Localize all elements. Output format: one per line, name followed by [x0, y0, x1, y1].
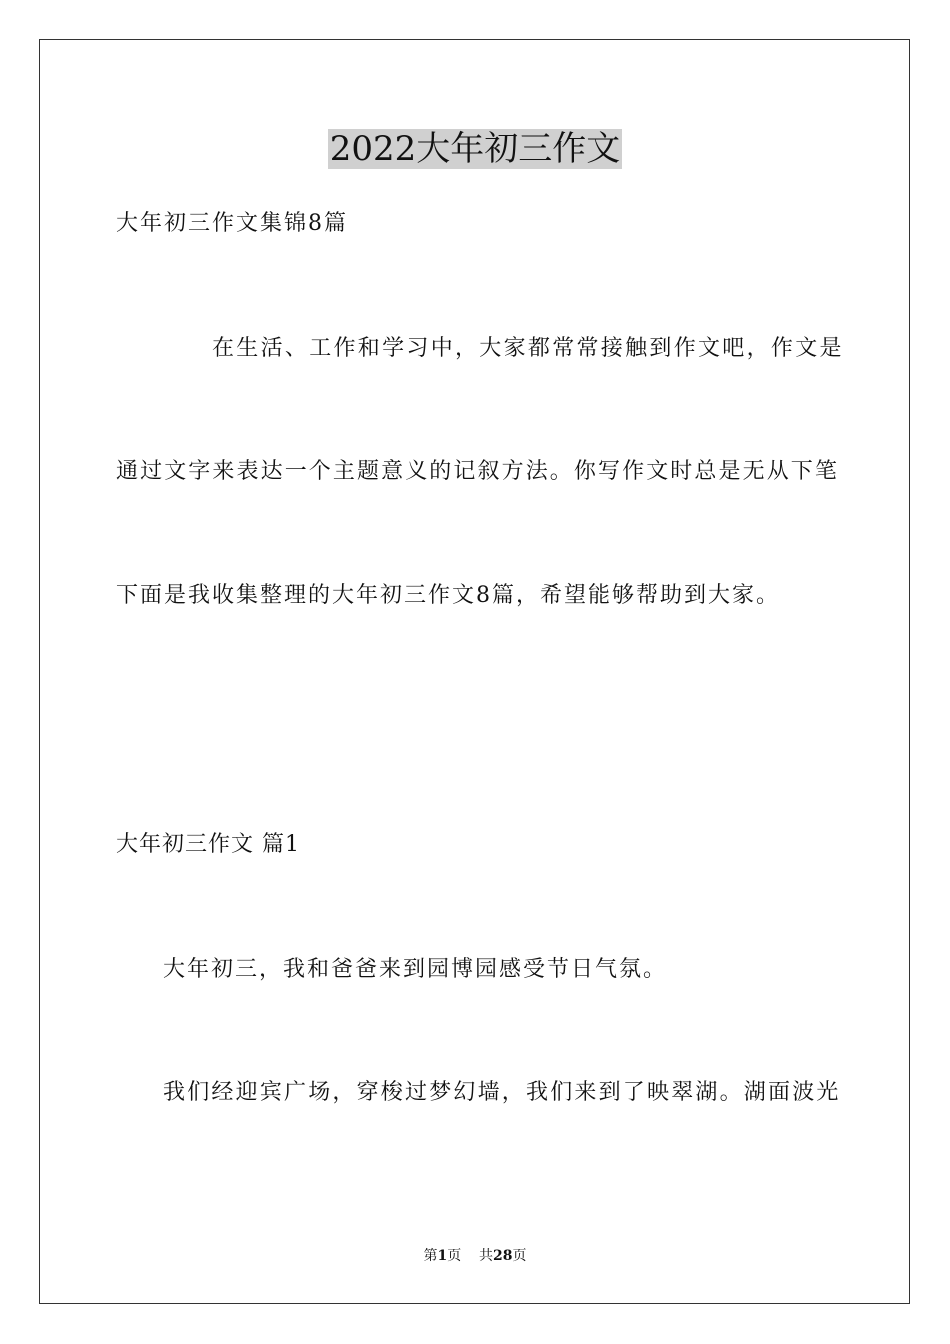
document-title-block [0, 125, 950, 173]
page-footer [0, 1246, 950, 1266]
body-paragraph-1: 大年初三，我和爸爸来到园博园感受节日气氛。 [163, 957, 668, 982]
intro-line-1: 在生活、工作和学习中，大家都常常接触到作文吧，作文是 [212, 336, 844, 361]
page-label-suffix: 页 [447, 1248, 462, 1264]
page-label-prefix: 第 [423, 1248, 438, 1264]
document-subtitle: 大年初三作文集锦8篇 [116, 211, 348, 236]
page-number: 1 [437, 1248, 448, 1264]
intro-line-2: 通过文字来表达一个主题意义的记叙方法。你写作文时总是无从下笔 [116, 459, 840, 484]
total-pages: 28 [493, 1248, 513, 1264]
intro-line-3: 下面是我收集整理的大年初三作文8篇，希望能够帮助到大家。 [116, 583, 780, 608]
body-paragraph-2: 我们经迎宾广场，穿梭过梦幻墙，我们来到了映翠湖。湖面波光 [163, 1080, 841, 1105]
total-label-suffix: 页 [512, 1248, 527, 1264]
section-heading: 大年初三作文 篇1 [116, 832, 300, 857]
total-label-prefix: 共 [479, 1248, 494, 1264]
document-title: 2022大年初三作文 [329, 129, 621, 169]
